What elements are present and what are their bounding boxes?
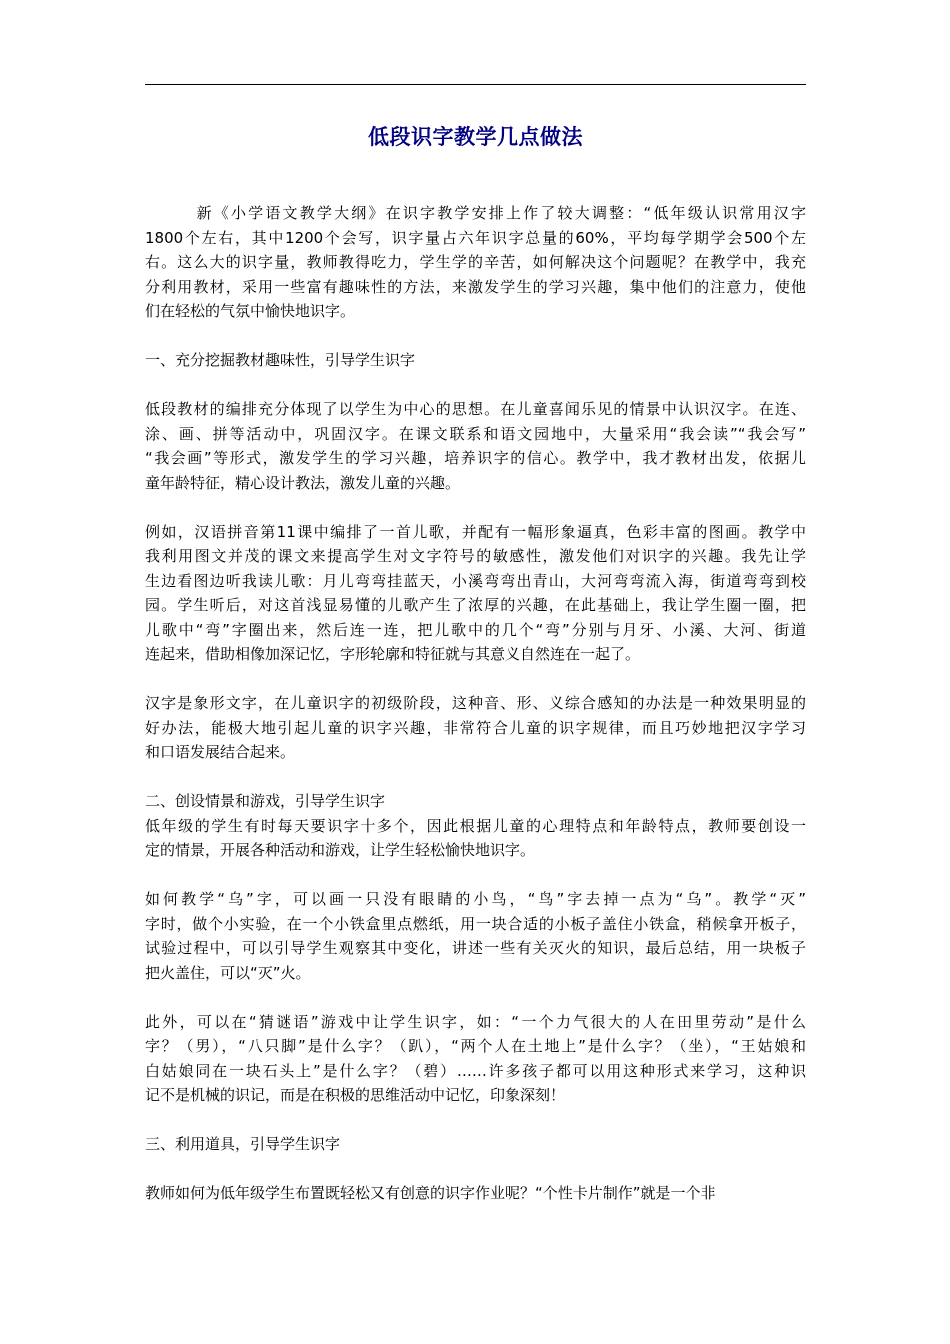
paragraph <box>145 201 806 324</box>
paragraph <box>145 397 806 495</box>
text-line: 连起来，借助相像加深记忆，字形轮廓和特征就与其意义自然连在一起了。 <box>145 645 641 663</box>
text-line: 涂、画、拼等活动中，巩固汉字。在课文联系和语文园地中，大量采用“我会读”“我会写” <box>145 424 806 443</box>
paragraph <box>145 1010 806 1108</box>
text-line: 童年龄特征，精心设计教法，激发儿童的兴趣。 <box>145 473 461 492</box>
text-line: 生边看图边听我读儿歌：月儿弯弯挂蓝天，小溪弯弯出青山，大河弯弯流入海，街道弯弯到校 <box>145 571 806 590</box>
paragraph-gap <box>145 1108 806 1133</box>
section-heading: 一、充分挖掘教材趣味性，引导学生识字 <box>145 351 416 369</box>
paragraph-gap <box>145 373 806 398</box>
text-line: 记不是机械的识记，而是在积极的思维活动中记忆，印象深刻！ <box>145 1086 566 1104</box>
text-line: 低段教材的编排充分体现了以学生为中心的思想。在儿童喜闻乐见的情景中认识汉字。在连、 <box>145 400 806 418</box>
text-line: 园。学生听后，对这首浅显易懂的儿歌产生了浓厚的兴趣，在此基础上，我让学生圈一圈，把 <box>145 596 806 614</box>
text-line: 白姑娘同在一块石头上”是什么字？（碧）……许多孩子都可以用这种形式来学习，这种识 <box>145 1061 806 1080</box>
paragraph-gap <box>145 985 806 1010</box>
document-title: 低段识字教学几点做法 <box>368 125 583 149</box>
paragraph-gap <box>145 324 806 349</box>
text-line: 右。这么大的识字量，教师教得吃力，学生学的辛苦，如何解决这个问题呢？在教学中，我充 <box>145 253 806 271</box>
text-line: 把火盖住，可以“灭”火。 <box>145 963 311 982</box>
text-line: 试验过程中，可以引导学生观察其中变化，讲述一些有关灭火的知识，最后总结，用一块板子 <box>145 939 806 957</box>
text-line: 定的情景，开展各种活动和游戏，让学生轻松愉快地识字。 <box>145 841 536 859</box>
text-line: 新《小学语文教学大纲》在识字教学安排上作了较大调整：“低年级认识常用汉字 <box>145 204 806 222</box>
text-line: 和口语发展结合起来。 <box>145 743 296 761</box>
header-rule <box>145 84 806 85</box>
paragraph <box>145 789 806 863</box>
text-line: 如何教学“乌”字，可以画一只没有眼睛的小鸟，“鸟”字去掉一点为“乌”。教学“灭” <box>145 890 806 908</box>
document-body <box>145 201 806 1206</box>
text-line: 好办法，能极大地引起儿童的识字兴趣，非常符合儿童的识字规律，而且巧妙地把汉字学习 <box>145 718 806 737</box>
paragraph-gap <box>145 1157 806 1182</box>
paragraph <box>145 520 806 667</box>
text-line: 1800个左右，其中1200个会写，识字量占六年识字总量的60%，平均每学期学会500个左 <box>145 228 806 247</box>
text-line: 字？（男），“八只脚”是什么字？（趴），“两个人在土地上”是什么字？（坐），“王姑娘和 <box>145 1037 806 1055</box>
paragraph-gap <box>145 667 806 692</box>
text-line: 字时，做个小实验，在一个小铁盒里点燃纸，用一块合适的小板子盖住小铁盒，稍候拿开板子， <box>145 914 806 933</box>
section-heading: 二、创设情景和游戏，引导学生识字 <box>145 792 386 810</box>
paragraph-gap <box>145 863 806 888</box>
paragraph <box>145 1181 806 1206</box>
text-line: 分利用教材，采用一些富有趣味性的方法，来激发学生的学习兴趣，集中他们的注意力，使他 <box>145 277 806 296</box>
text-line: “我会画”等形式，激发学生的学习兴趣，培养识字的信心。教学中，我才教材出发，依据儿 <box>145 449 806 467</box>
paragraph <box>145 691 806 765</box>
text-line: 低年级的学生有时每天要识字十多个，因此根据儿童的心理特点和年龄特点，教师要创设一 <box>145 816 806 835</box>
text-line: 例如，汉语拼音第11课中编排了一首儿歌，并配有一幅形象逼真，色彩丰富的图画。教学中 <box>145 522 806 541</box>
text-line: 们在轻松的气氛中愉快地识字。 <box>145 302 356 320</box>
paragraph-gap <box>145 765 806 790</box>
text-line: 此外，可以在“猜谜语”游戏中让学生识字，如：“一个力气很大的人在田里劳动”是什么 <box>145 1012 806 1031</box>
text-line: 我利用图文并茂的课文来提高学生对文字符号的敏感性，激发他们对识字的兴趣。我先让学 <box>145 547 806 565</box>
text-line: 汉字是象形文字，在儿童识字的初级阶段，这种音、形、义综合感知的办法是一种效果明显的 <box>145 694 806 712</box>
text-line: 儿歌中“弯”字圈出来，然后连一连，把儿歌中的几个“弯”分别与月牙、小溪、大河、街道 <box>145 620 806 639</box>
section-heading: 三、利用道具，引导学生识字 <box>145 1135 341 1153</box>
paragraph <box>145 887 806 985</box>
paragraph-gap <box>145 495 806 520</box>
text-line: 教师如何为低年级学生布置既轻松又有创意的识字作业呢？“个性卡片制作”就是一个非 <box>145 1184 716 1202</box>
